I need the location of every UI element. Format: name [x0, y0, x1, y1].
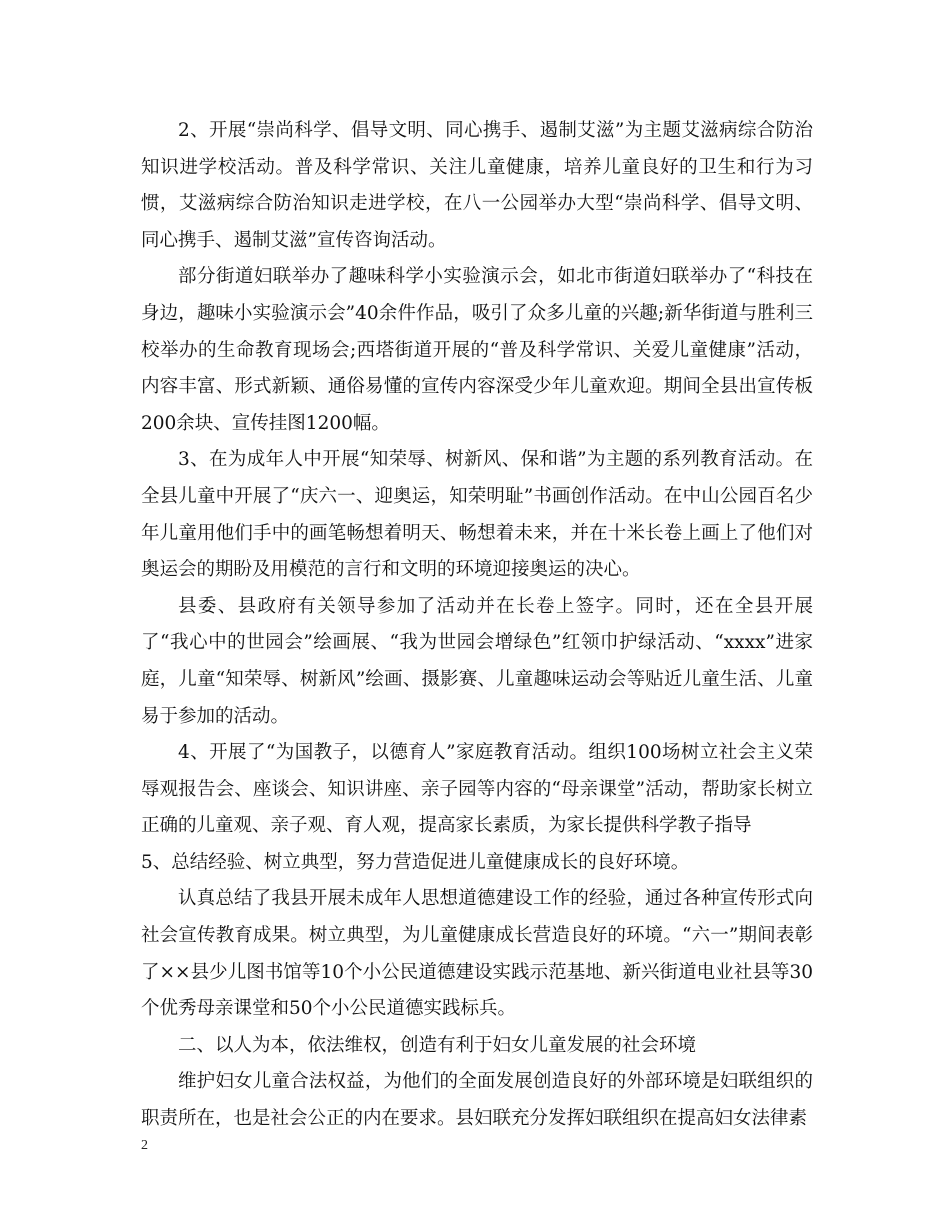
section-heading-rights: 二、以人为本，依法维权，创造有利于妇女儿童发展的社会环境 — [178, 1034, 697, 1056]
document-body — [141, 113, 813, 1138]
paragraph-activity-2: 2、开展“崇尚科学、倡导文明、同心携手、遏制艾滋”为主题艾滋病综合防治知识进学校活动。普及科学常识、关注儿童健康，培养儿童良好的卫生和行为习惯，艾滋病综合防治知识走进学校，在八一公园举办大型“崇尚科学、倡导文明、同心携手、遏制艾滋”宣传咨询活动。 — [141, 120, 813, 251]
paragraph-summary: 认真总结了我县开展未成年人思想道德建设工作的经验，通过各种宣传形式向社会宣传教育成果。树立典型，为儿童健康成长营造良好的环境。“六一”期间表彰了××县少儿图书馆等10个小公民道德建设实践示范基地、新兴街道电业社县等30个优秀母亲课堂和50个小公民道德实践标兵。 — [141, 888, 813, 1020]
paragraph-leaders-signing: 县委、县政府有关领导参加了活动并在长卷上签字。同时，还在全县开展了“我心中的世园会”绘画展、“我为世园会增绿色”红领巾护绿活动、“xxxx”进家庭，儿童“知荣辱、树新风”绘画、摄影赛、儿童趣味运动会等贴近儿童生活、儿童易于参加的活动。 — [141, 595, 813, 727]
paragraph-activity-3: 3、在为成年人中开展“知荣辱、树新风、保和谐”为主题的系列教育活动。在全县儿童中开展了“庆六一、迎奥运，知荣明耻”书画创作活动。在中山公园百名少年儿童用他们手中的画笔畅想着明天、畅想着未来，并在十米长卷上画上了他们对奥运会的期盼及用模范的言行和文明的环境迎接奥运的决心。 — [141, 449, 813, 581]
paragraph-science-demo: 部分街道妇联举办了趣味科学小实验演示会，如北市街道妇联举办了“科技在身边，趣味小实验演示会”40余件作品，吸引了众多儿童的兴趣;新华街道与胜利三校举办的生命教育现场会;西塔街道开展的“普及科学常识、关爱儿童健康”活动，内容丰富、形式新颖、通俗易懂的宣传内容深受少年儿童欢迎。期间全县出宣传板200余块、宣传挂图1200幅。 — [141, 266, 813, 434]
paragraph-activity-5: 5、总结经验、树立典型，努力营造促进儿童健康成长的良好环境。 — [141, 851, 690, 873]
paragraph-activity-4: 4、开展了“为国教子，以德育人”家庭教育活动。组织100场树立社会主义荣辱观报告会、座谈会、知识讲座、亲子园等内容的“母亲课堂”活动，帮助家长树立正确的儿童观、亲子观、育人观，提高家长素质，为家长提供科学教子指导 — [141, 742, 813, 837]
page-number: 2 — [141, 1138, 148, 1153]
paragraph-rights-protection: 维护妇女儿童合法权益，为他们的全面发展创造良好的外部环境是妇联组织的职责所在，也是社会公正的内在要求。县妇联充分发挥妇联组织在提高妇女法律素 — [141, 1071, 813, 1130]
